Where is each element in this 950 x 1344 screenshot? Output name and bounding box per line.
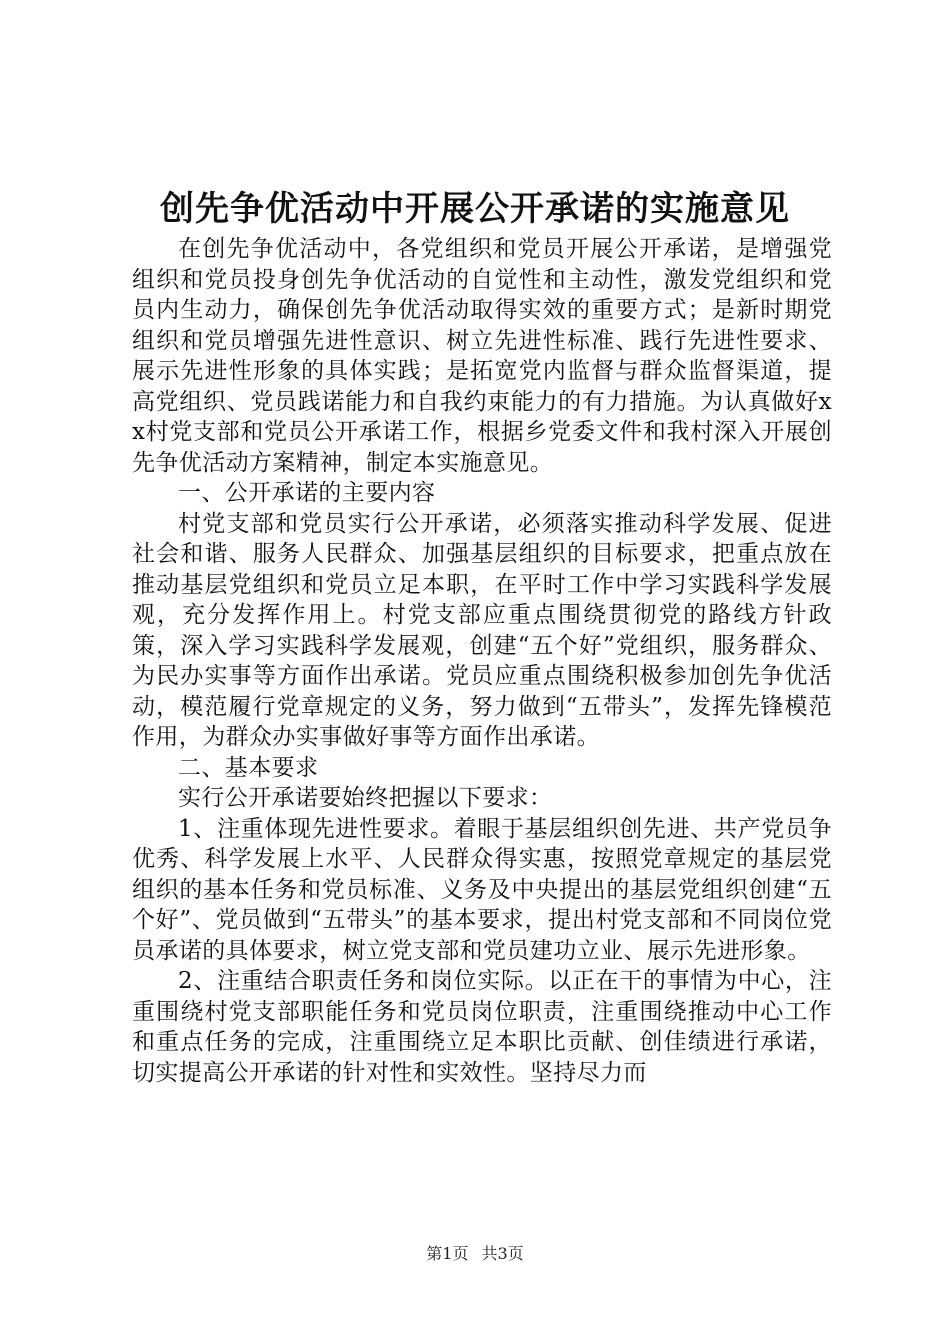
document-title: 创先争优活动中开展公开承诺的实施意见 [160,189,790,229]
paragraph-intro: 在创先争优活动中，各党组织和党员开展公开承诺，是增强党组织和党员投身创先争优活动的自觉性和主动性，激发党组织和党员内生动力，确保创先争优活动取得实效的重要方式；是新时期党组织和党员增强先进性意识、树立先进性标准、践行先进性要求、展示先进性形象的具体实践；是拓宽党内监督与群众监督渠道，提高党组织、党员践诺能力和自我约束能力的有力措施。为认真做好xx村党支部和党员公开承诺工作，根据乡党委文件和我村深入开展创先争优活动方案精神，制定本实施意见。 [132,236,832,476]
page-footer [0,1243,950,1265]
page-number: 第1页 [426,1244,469,1263]
paragraph-requirements-lead: 实行公开承诺要始终把握以下要求： [178,785,553,811]
paragraph-main-content: 村党支部和党员实行公开承诺，必须落实推动科学发展、促进社会和谐、服务人民群众、加强基层组织的目标要求，把重点放在推动基层党组织和党员立足本职，在平时工作中学习实践科学发展观，充分发挥作用上。村党支部应重点围绕贯彻党的路线方针政策，深入学习实践科学发展观，创建“五个好”党组织，服务群众、为民办实事等方面作出承诺。党员应重点围绕积极参加创先争优活动，模范履行党章规定的义务，努力做到“五带头”，发挥先锋模范作用，为群众办实事做好事等方面作出承诺。 [132,510,832,750]
section-heading-main-content: 一、公开承诺的主要内容 [178,480,436,506]
paragraph-requirement-2: 2、注重结合职责任务和岗位实际。以正在干的事情为中心，注重围绕村党支部职能任务和党员岗位职责，注重围绕推动中心工作和重点任务的完成，注重围绕立足本职比贡献、创佳绩进行承诺，切实提高公开承诺的针对性和实效性。坚持尽力而 [132,968,832,1086]
page-total: 共3页 [481,1244,524,1263]
document-body [132,234,832,1088]
section-heading-basic-requirements: 二、基本要求 [178,754,319,781]
paragraph-requirement-1: 1、注重体现先进性要求。着眼于基层组织创先进、共产党员争优秀、科学发展上水平、人民群众得实惠，按照党章规定的基层党组织的基本任务和党员标准、义务及中央提出的基层党组织创建“五个好”、党员做到“五带头”的基本要求，提出村党支部和不同岗位党员承诺的具体要求，树立党支部和党员建功立业、展示先进形象。 [132,815,832,964]
